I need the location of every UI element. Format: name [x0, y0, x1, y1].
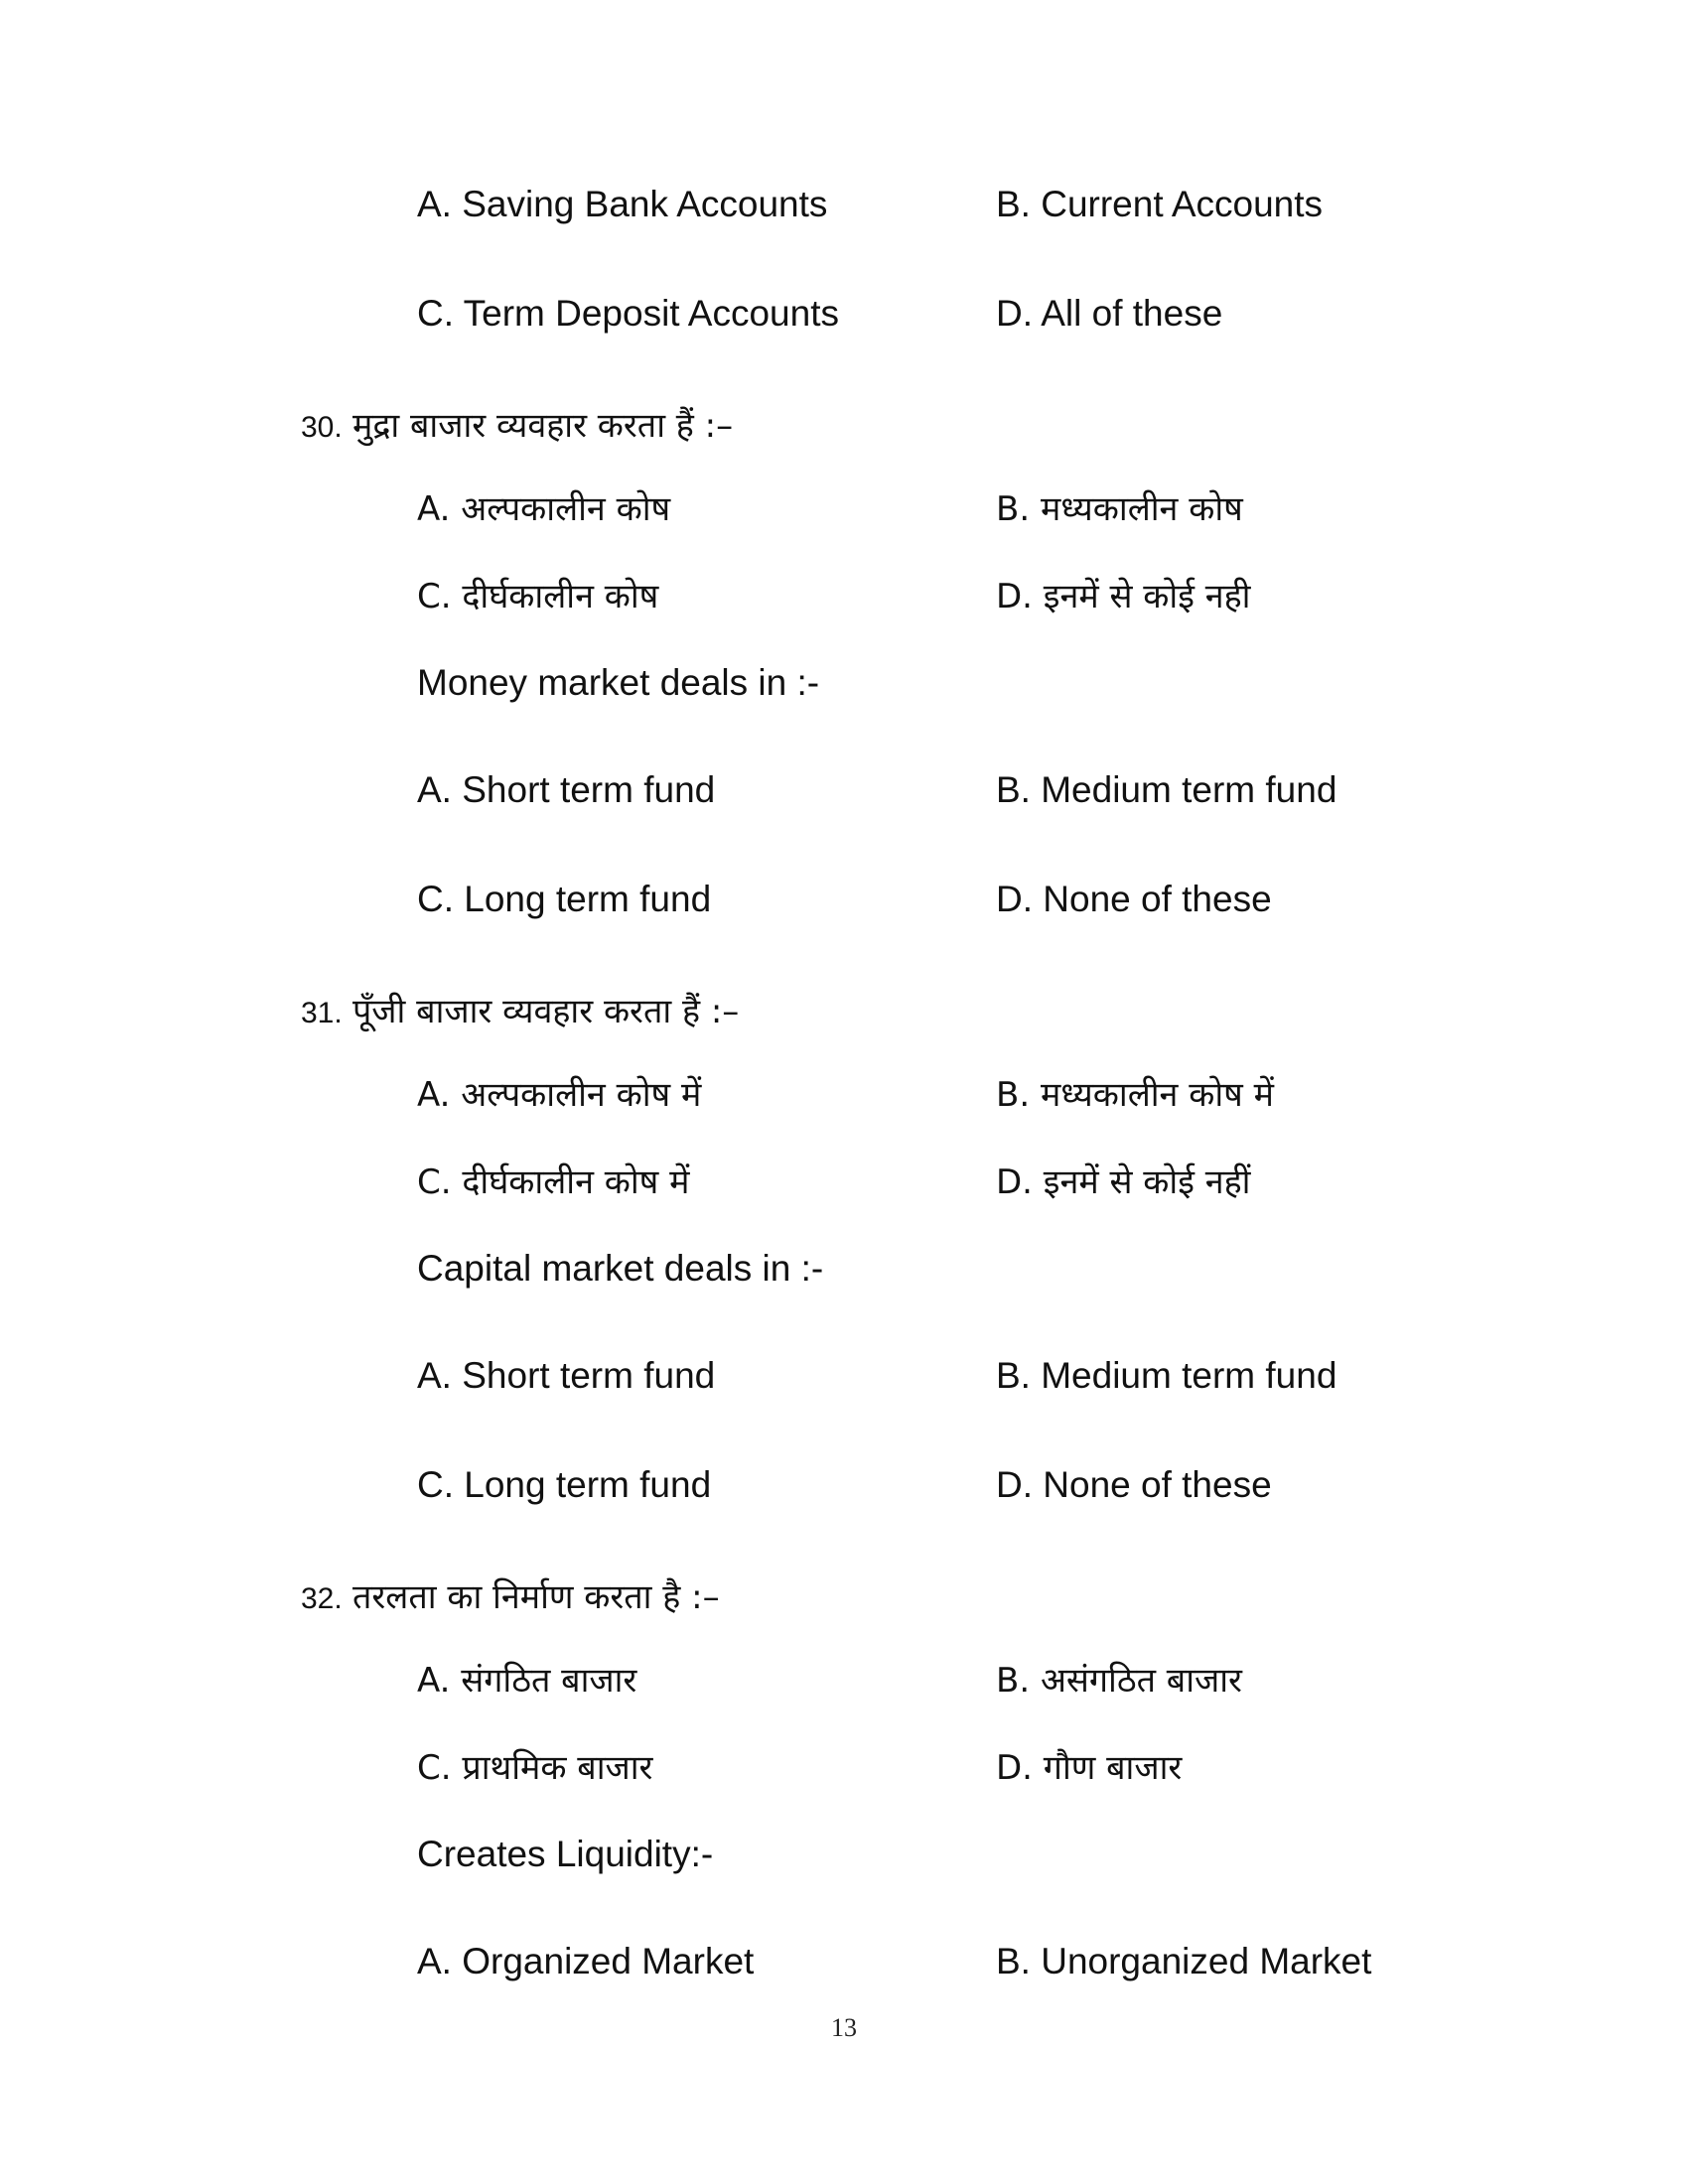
q32-option-d-hindi: D. गौण बाजार: [996, 1748, 1183, 1788]
q31-question-hindi: [301, 988, 739, 1036]
q31-option-a: A. Short term fund: [417, 1355, 716, 1396]
q30-option-c-hindi: C. दीर्घकालीन कोष: [417, 577, 659, 616]
q29-option-d: D. All of these: [996, 293, 1223, 334]
q30-option-b: B. Medium term fund: [996, 769, 1337, 810]
q32-option-b: B. Unorganized Market: [996, 1941, 1372, 1981]
q30-option-a: A. Short term fund: [417, 769, 716, 810]
q32-question-text-hindi: तरलता का निर्माण करता है :–: [352, 1577, 720, 1617]
q31-option-c: C. Long term fund: [417, 1464, 712, 1505]
q31-question-text-hindi: पूँजी बाजार व्यवहार करता हैं :–: [352, 992, 740, 1031]
page-number: 13: [831, 2013, 857, 2042]
q32-question-hindi: [301, 1573, 720, 1622]
q32-option-b-hindi: B. असंगठित बाजार: [996, 1661, 1242, 1701]
q32-option-a: A. Organized Market: [417, 1941, 755, 1981]
q30-question-text-hindi: मुद्रा बाजार व्यवहार करता हैं :–: [352, 406, 734, 446]
q31-question-english: Capital market deals in :-: [417, 1248, 824, 1289]
q31-option-c-hindi: C. दीर्घकालीन कोष में: [417, 1162, 690, 1202]
q31-number: 31.: [301, 997, 343, 1029]
q31-option-b-hindi: B. मध्यकालीन कोष में: [996, 1075, 1274, 1115]
q30-option-c: C. Long term fund: [417, 879, 712, 919]
q29-option-c: C. Term Deposit Accounts: [417, 293, 839, 334]
q30-question-english: Money market deals in :-: [417, 662, 820, 703]
q30-question-hindi: [301, 402, 733, 451]
q31-option-a-hindi: A. अल्पकालीन कोष में: [417, 1075, 702, 1115]
q31-option-b: B. Medium term fund: [996, 1355, 1337, 1396]
q31-option-d: D. None of these: [996, 1464, 1272, 1505]
q30-option-b-hindi: B. मध्यकालीन कोष: [996, 489, 1243, 529]
q32-option-a-hindi: A. संगठित बाजार: [417, 1661, 637, 1701]
q30-option-d: D. None of these: [996, 879, 1272, 919]
q32-question-english: Creates Liquidity:-: [417, 1834, 714, 1874]
q29-option-a: A. Saving Bank Accounts: [417, 184, 828, 224]
q29-option-b: B. Current Accounts: [996, 184, 1324, 224]
q30-number: 30.: [301, 411, 343, 444]
q31-option-d-hindi: D. इनमें से कोई नहीं: [996, 1162, 1251, 1202]
q32-number: 32.: [301, 1582, 343, 1615]
q30-option-d-hindi: D. इनमें से कोई नही: [996, 577, 1251, 616]
q30-option-a-hindi: A. अल्पकालीन कोष: [417, 489, 671, 529]
q32-option-c-hindi: C. प्राथमिक बाजार: [417, 1748, 653, 1788]
